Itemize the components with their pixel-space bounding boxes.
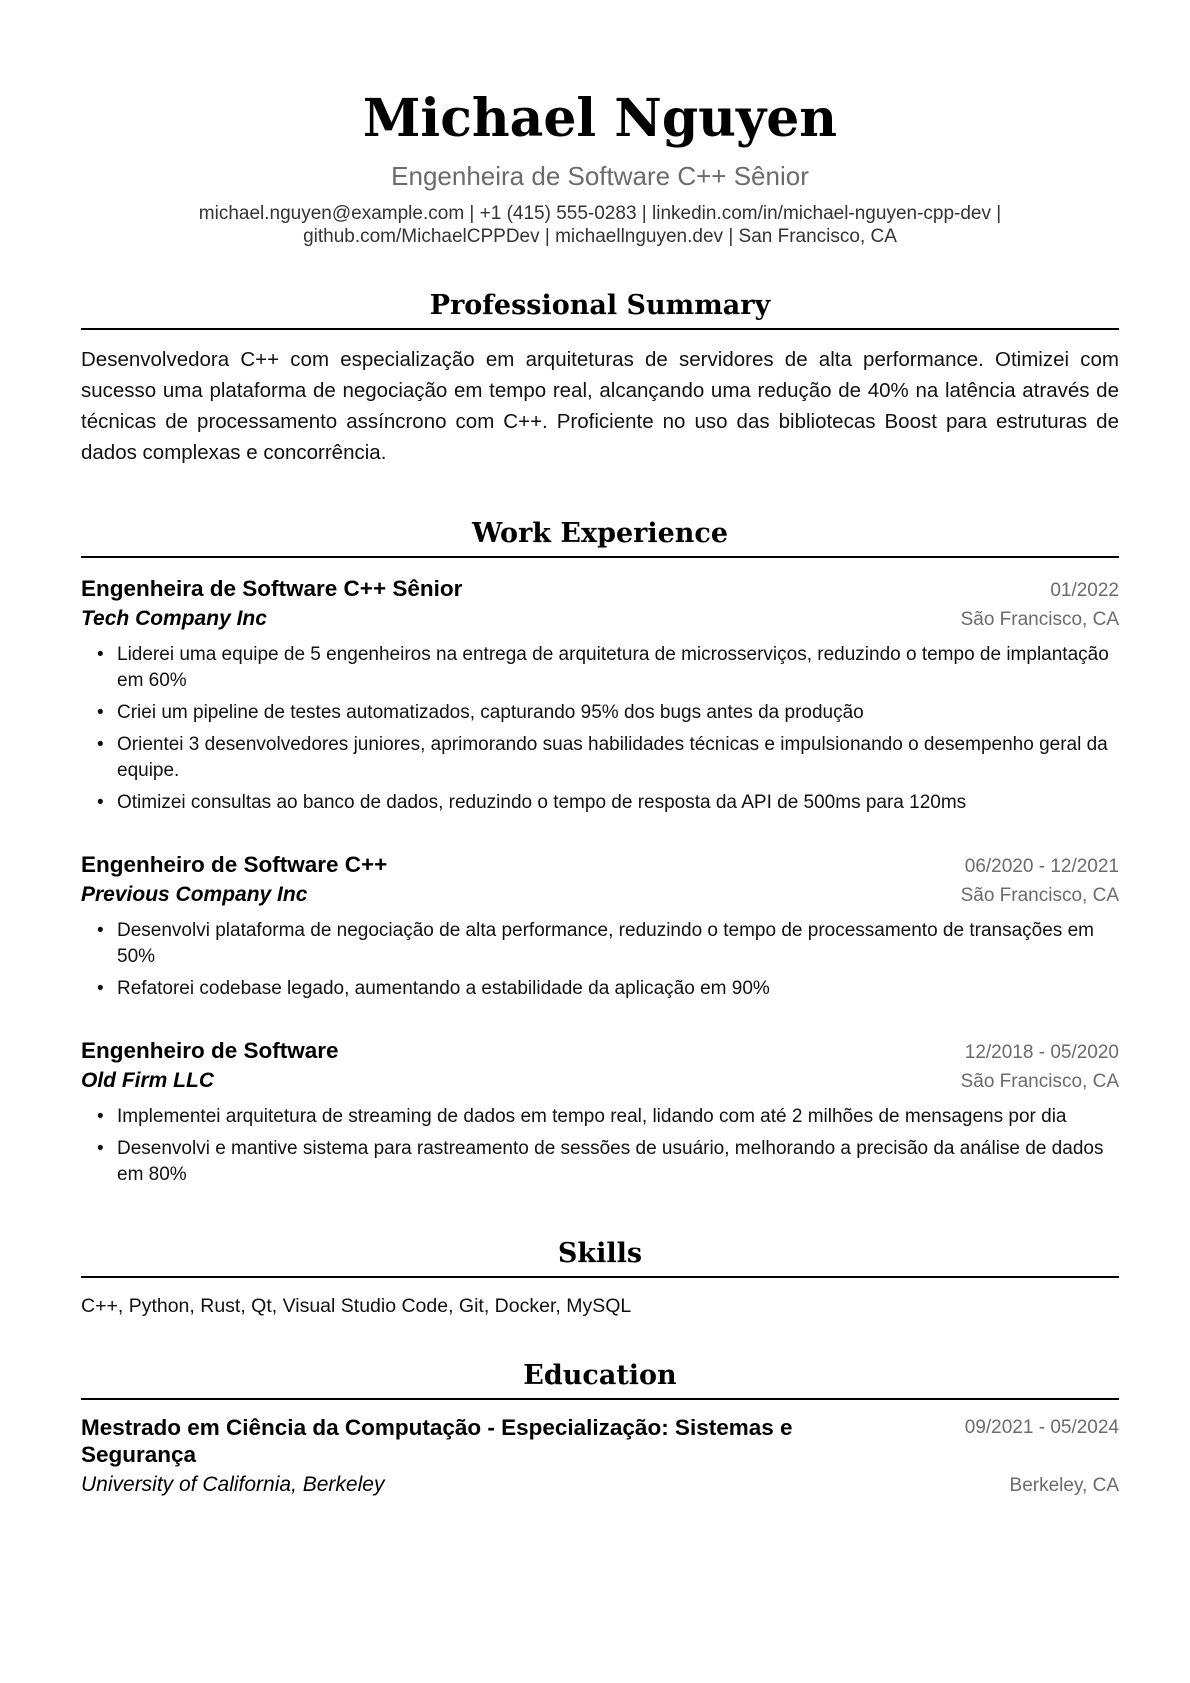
job-date: 01/2022 bbox=[1050, 580, 1119, 601]
job-company: Tech Company Inc bbox=[81, 607, 267, 630]
bullet-item bbox=[81, 642, 1119, 694]
work-title: Work Experience bbox=[81, 516, 1119, 558]
education-date: 09/2021 - 05/2024 bbox=[964, 1417, 1119, 1438]
bullet-icon: • bbox=[97, 1106, 104, 1127]
bullet-icon: • bbox=[97, 978, 104, 999]
job-title: Engenheiro de Software C++ bbox=[81, 852, 388, 877]
education-location: Berkeley, CA bbox=[1009, 1475, 1119, 1496]
job-entry bbox=[81, 850, 1119, 1002]
bullet-text: Liderei uma equipe de 5 engenheiros na entrega de arquitetura de microsserviços, reduzindo o tempo de implantação em 60% bbox=[117, 644, 1109, 691]
job-date: 12/2018 - 05/2020 bbox=[964, 1042, 1119, 1063]
bullet-item bbox=[81, 918, 1119, 970]
resume-page bbox=[81, 0, 1119, 1500]
job-location: São Francisco, CA bbox=[960, 1071, 1119, 1092]
candidate-name: Michael Nguyen bbox=[362, 88, 838, 149]
candidate-role: Engenheira de Software C++ Sênior bbox=[391, 161, 809, 191]
bullet-icon: • bbox=[97, 734, 104, 755]
job-title: Engenheiro de Software bbox=[81, 1038, 339, 1063]
bullet-icon: • bbox=[97, 644, 104, 665]
bullet-item bbox=[81, 732, 1119, 784]
job-location: São Francisco, CA bbox=[960, 885, 1119, 906]
bullet-text: Desenvolvi plataforma de negociação de alta performance, reduzindo o tempo de processamento de transações em 50% bbox=[117, 920, 1094, 967]
skills-title: Skills bbox=[81, 1236, 1119, 1278]
bullet-item bbox=[81, 976, 1119, 1002]
bullet-icon: • bbox=[97, 1138, 104, 1159]
job-location: São Francisco, CA bbox=[960, 609, 1119, 630]
bullet-item bbox=[81, 1136, 1119, 1188]
bullet-icon: • bbox=[97, 702, 104, 723]
summary-text: Desenvolvedora C++ com especialização em arquiteturas de servidores de alta performance. Otimizei com sucesso uma plataforma de negociação em tempo real, alcançando uma redução de 40% na latência através de técnicas de processamento assíncrono com C++. Proficiente no uso das bibliotecas Boost para estruturas de dados complexas e concorrência. bbox=[81, 348, 1119, 464]
job-bullets bbox=[81, 1104, 1119, 1188]
job-company: Old Firm LLC bbox=[81, 1069, 214, 1092]
work-section bbox=[81, 516, 1119, 1188]
bullet-text: Otimizei consultas ao banco de dados, reduzindo o tempo de resposta da API de 500ms para 120ms bbox=[117, 792, 967, 813]
bullet-item bbox=[81, 1104, 1119, 1130]
education-title: Education bbox=[81, 1358, 1119, 1400]
bullet-text: Refatorei codebase legado, aumentando a estabilidade da aplicação em 90% bbox=[117, 978, 770, 999]
contact-line-1: michael.nguyen@example.com | +1 (415) 555-0283 | linkedin.com/in/michael-nguyen-cpp-dev | bbox=[198, 203, 1002, 224]
education-entry bbox=[81, 1414, 1119, 1500]
job-bullets bbox=[81, 918, 1119, 1002]
job-entry bbox=[81, 1036, 1119, 1188]
job-bullets bbox=[81, 642, 1119, 816]
skills-list: C++, Python, Rust, Qt, Visual Studio Code, Git, Docker, MySQL bbox=[81, 1295, 632, 1317]
bullet-item bbox=[81, 790, 1119, 816]
bullet-item bbox=[81, 700, 1119, 726]
job-date: 06/2020 - 12/2021 bbox=[964, 856, 1119, 877]
education-section bbox=[81, 1358, 1119, 1500]
bullet-text: Desenvolvi e mantive sistema para rastreamento de sessões de usuário, melhorando a precisão da análise de dados em 80% bbox=[117, 1138, 1104, 1185]
bullet-text: Orientei 3 desenvolvedores juniores, aprimorando suas habilidades técnicas e impulsionando o desempenho geral da equipe. bbox=[117, 734, 1108, 781]
summary-section bbox=[81, 288, 1119, 468]
bullet-text: Criei um pipeline de testes automatizados, capturando 95% dos bugs antes da produção bbox=[117, 702, 864, 723]
contact-info bbox=[81, 202, 1119, 248]
job-company: Previous Company Inc bbox=[81, 883, 308, 906]
education-degree: Mestrado em Ciência da Computação - Especialização: Sistemas e Segurança bbox=[81, 1415, 793, 1467]
education-school: University of California, Berkeley bbox=[81, 1473, 385, 1496]
job-entry bbox=[81, 574, 1119, 816]
contact-line-2: github.com/MichaelCPPDev | michaellnguyen.dev | San Francisco, CA bbox=[303, 226, 897, 247]
bullet-icon: • bbox=[97, 920, 104, 941]
summary-title: Professional Summary bbox=[81, 288, 1119, 330]
job-title: Engenheira de Software C++ Sênior bbox=[81, 576, 463, 601]
bullet-text: Implementei arquitetura de streaming de dados em tempo real, lidando com até 2 milhões de mensagens por dia bbox=[117, 1106, 1067, 1127]
bullet-icon: • bbox=[97, 792, 104, 813]
skills-section bbox=[81, 1236, 1119, 1320]
